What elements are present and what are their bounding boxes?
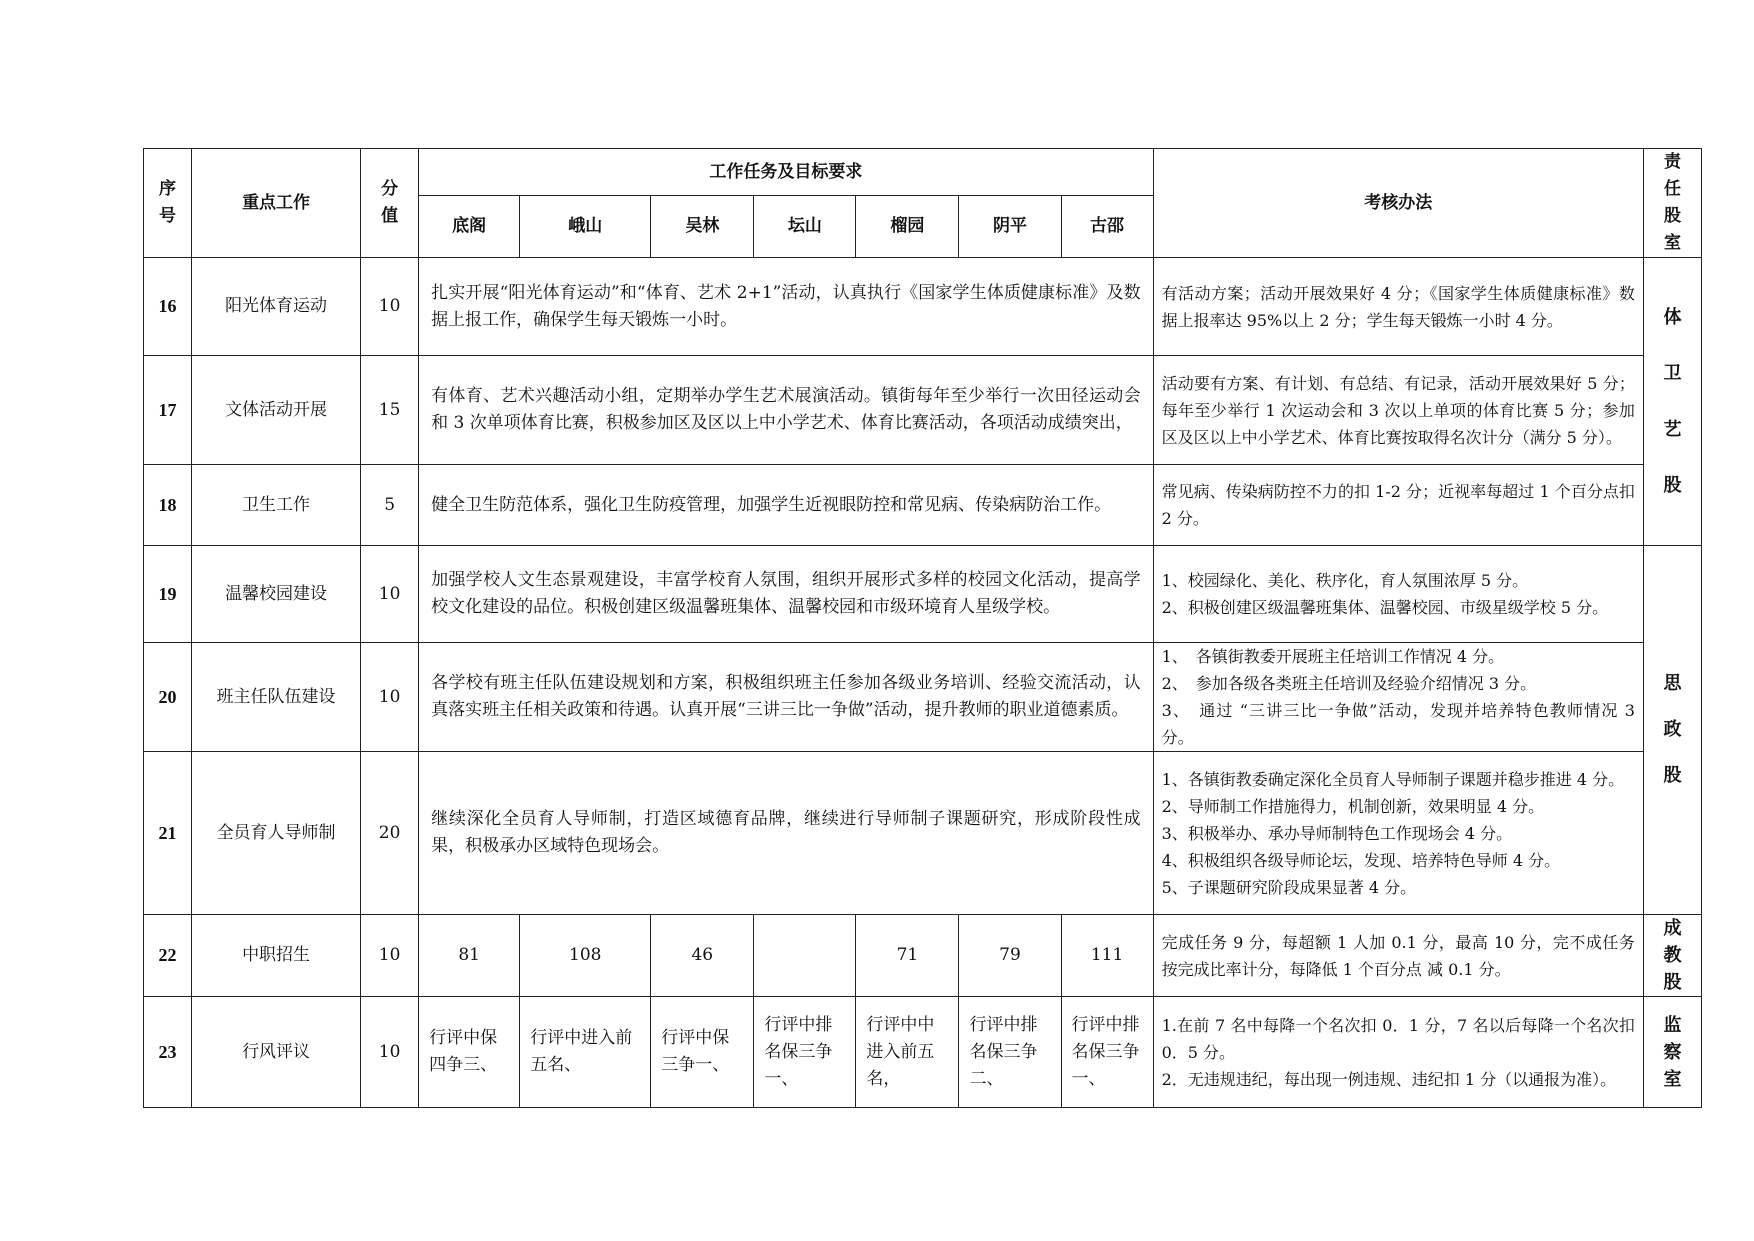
header-town: 底阁 — [419, 196, 520, 258]
row-work: 行风评议 — [192, 997, 361, 1108]
row-number: 21 — [144, 752, 192, 915]
row-number: 22 — [144, 915, 192, 997]
table-row — [144, 643, 1702, 752]
town-target: 行评中中进入前五名， — [856, 997, 959, 1108]
row-method — [1153, 752, 1643, 915]
table-row — [144, 356, 1702, 465]
row-score: 10 — [361, 997, 419, 1108]
row-method: 有活动方案；活动开展效果好 4 分；《国家学生体质健康标准》数据上报率达 95%以上 2 分；学生每天锻炼一小时 4 分。 — [1153, 258, 1643, 356]
method-line: 2、积极创建区级温馨班集体、温馨校园、市级星级学校 5 分。 — [1161, 598, 1609, 617]
header-town: 榴园 — [856, 196, 959, 258]
row-task: 各学校有班主任队伍建设规划和方案，积极组织班主任参加各级业务培训、经验交流活动，认真落实班主任相关政策和待遇。认真开展“三讲三比一争做”活动，提升教师的职业道德素质。 — [419, 643, 1153, 752]
evaluation-table — [143, 148, 1702, 1108]
row-task: 加强学校人文生态景观建设，丰富学校育人氛围，组织开展形式多样的校园文化活动，提高学校文化建设的品位。积极创建区级温馨班集体、温馨校园和市级环境育人星级学校。 — [419, 546, 1153, 643]
row-number: 18 — [144, 465, 192, 546]
header-tasks: 工作任务及目标要求 — [419, 149, 1153, 196]
header-town: 阴平 — [959, 196, 1061, 258]
header-row-1 — [144, 149, 1702, 196]
row-method — [1153, 997, 1643, 1108]
row-score: 10 — [361, 915, 419, 997]
town-value: 71 — [856, 915, 959, 997]
method-line: 1.在前 7 名中每降一个名次扣 0．1 分，7 名以后每降一个名次扣 0．5 分。 — [1161, 1015, 1635, 1062]
dept-sports: 体卫艺股 — [1643, 258, 1701, 546]
town-target: 行评中保三争一、 — [651, 997, 754, 1108]
row-work: 温馨校园建设 — [192, 546, 361, 643]
dept-adult: 成教股 — [1643, 915, 1701, 997]
row-method: 常见病、传染病防控不力的扣 1-2 分；近视率每超过 1 个百分点扣 2 分。 — [1153, 465, 1643, 546]
row-number: 17 — [144, 356, 192, 465]
method-line: 2、 参加各级各类班主任培训及经验介绍情况 3 分。 — [1161, 674, 1537, 693]
method-line: 1、各镇街教委确定深化全员育人导师制子课题并稳步推进 4 分。 — [1161, 769, 1625, 789]
row-task: 有体育、艺术兴趣活动小组，定期举办学生艺术展演活动。镇街每年至少举行一次田径运动会和 3 次单项体育比赛，积极参加区及区以上中小学艺术、体育比赛活动，各项活动成绩突出， — [419, 356, 1153, 465]
header-town: 古邵 — [1061, 196, 1153, 258]
header-score: 分值 — [361, 149, 419, 258]
row-work: 全员育人导师制 — [192, 752, 361, 915]
row-method — [1153, 643, 1643, 752]
row-score: 10 — [361, 546, 419, 643]
row-work: 卫生工作 — [192, 465, 361, 546]
row-work: 文体活动开展 — [192, 356, 361, 465]
row-task: 健全卫生防范体系，强化卫生防疫管理，加强学生近视眼防控和常见病、传染病防治工作。 — [419, 465, 1153, 546]
header-dept: 责任股室 — [1643, 149, 1701, 258]
header-town: 吴林 — [651, 196, 754, 258]
header-town: 峨山 — [520, 196, 651, 258]
method-line: 3、积极举办、承办导师制特色工作现场会 4 分。 — [1161, 823, 1513, 843]
table-row — [144, 546, 1702, 643]
row-score: 10 — [361, 258, 419, 356]
dept-ideology: 思政股 — [1643, 546, 1701, 915]
row-work: 班主任队伍建设 — [192, 643, 361, 752]
method-line: 1、 各镇街教委开展班主任培训工作情况 4 分。 — [1161, 647, 1505, 666]
row-method — [1153, 546, 1643, 643]
row-number: 20 — [144, 643, 192, 752]
town-value: 111 — [1061, 915, 1153, 997]
row-score: 15 — [361, 356, 419, 465]
town-target: 行评中排名保三争一、 — [754, 997, 856, 1108]
table-row — [144, 258, 1702, 356]
header-seq: 序号 — [144, 149, 192, 258]
method-line: 2、导师制工作措施得力，机制创新，效果明显 4 分。 — [1161, 796, 1545, 816]
dept-supervision: 监察室 — [1643, 997, 1701, 1108]
town-target: 行评中排名保三争二、 — [959, 997, 1061, 1108]
town-target: 行评中进入前五名、 — [520, 997, 651, 1108]
table-row — [144, 752, 1702, 915]
row-score: 10 — [361, 643, 419, 752]
method-line: 3、 通过 “三讲三比一争做”活动，发现并培养特色教师情况 3 分。 — [1161, 701, 1635, 747]
row-number: 19 — [144, 546, 192, 643]
town-target: 行评中排名保三争一、 — [1061, 997, 1153, 1108]
row-work: 中职招生 — [192, 915, 361, 997]
row-number: 16 — [144, 258, 192, 356]
table-row — [144, 915, 1702, 997]
header-town: 坛山 — [754, 196, 856, 258]
row-method: 完成任务 9 分，每超额 1 人加 0.1 分，最高 10 分，完不成任务按完成比率计分，每降低 1 个百分点 减 0.1 分。 — [1153, 915, 1643, 997]
town-target: 行评中保四争三、 — [419, 997, 520, 1108]
row-task: 扎实开展“阳光体育运动”和“体育、艺术 2+1”活动，认真执行《国家学生体质健康标准》及数据上报工作，确保学生每天锻炼一小时。 — [419, 258, 1153, 356]
row-work: 阳光体育运动 — [192, 258, 361, 356]
town-value — [754, 915, 856, 997]
town-value: 79 — [959, 915, 1061, 997]
town-value: 108 — [520, 915, 651, 997]
row-score: 5 — [361, 465, 419, 546]
header-method: 考核办法 — [1153, 149, 1643, 258]
header-key-work: 重点工作 — [192, 149, 361, 258]
table-row — [144, 997, 1702, 1108]
method-line: 2．无违规违纪，每出现一例违规、违纪扣 1 分（以通报为准）。 — [1161, 1069, 1617, 1089]
town-value: 46 — [651, 915, 754, 997]
method-line: 4、积极组织各级导师论坛，发现、培养特色导师 4 分。 — [1161, 850, 1561, 870]
method-line: 5、子课题研究阶段成果显著 4 分。 — [1161, 877, 1417, 897]
town-value: 81 — [419, 915, 520, 997]
row-task: 继续深化全员育人导师制，打造区域德育品牌，继续进行导师制子课题研究，形成阶段性成果，积极承办区域特色现场会。 — [419, 752, 1153, 915]
row-number: 23 — [144, 997, 192, 1108]
row-score: 20 — [361, 752, 419, 915]
table-row — [144, 465, 1702, 546]
method-line: 1、校园绿化、美化、秩序化，育人氛围浓厚 5 分。 — [1161, 571, 1529, 590]
row-method: 活动要有方案、有计划、有总结、有记录，活动开展效果好 5 分；每年至少举行 1 次运动会和 3 次以上单项的体育比赛 5 分；参加区及区以上中小学艺术、体育比赛按取得名次计分（满分 5 分）。 — [1153, 356, 1643, 465]
